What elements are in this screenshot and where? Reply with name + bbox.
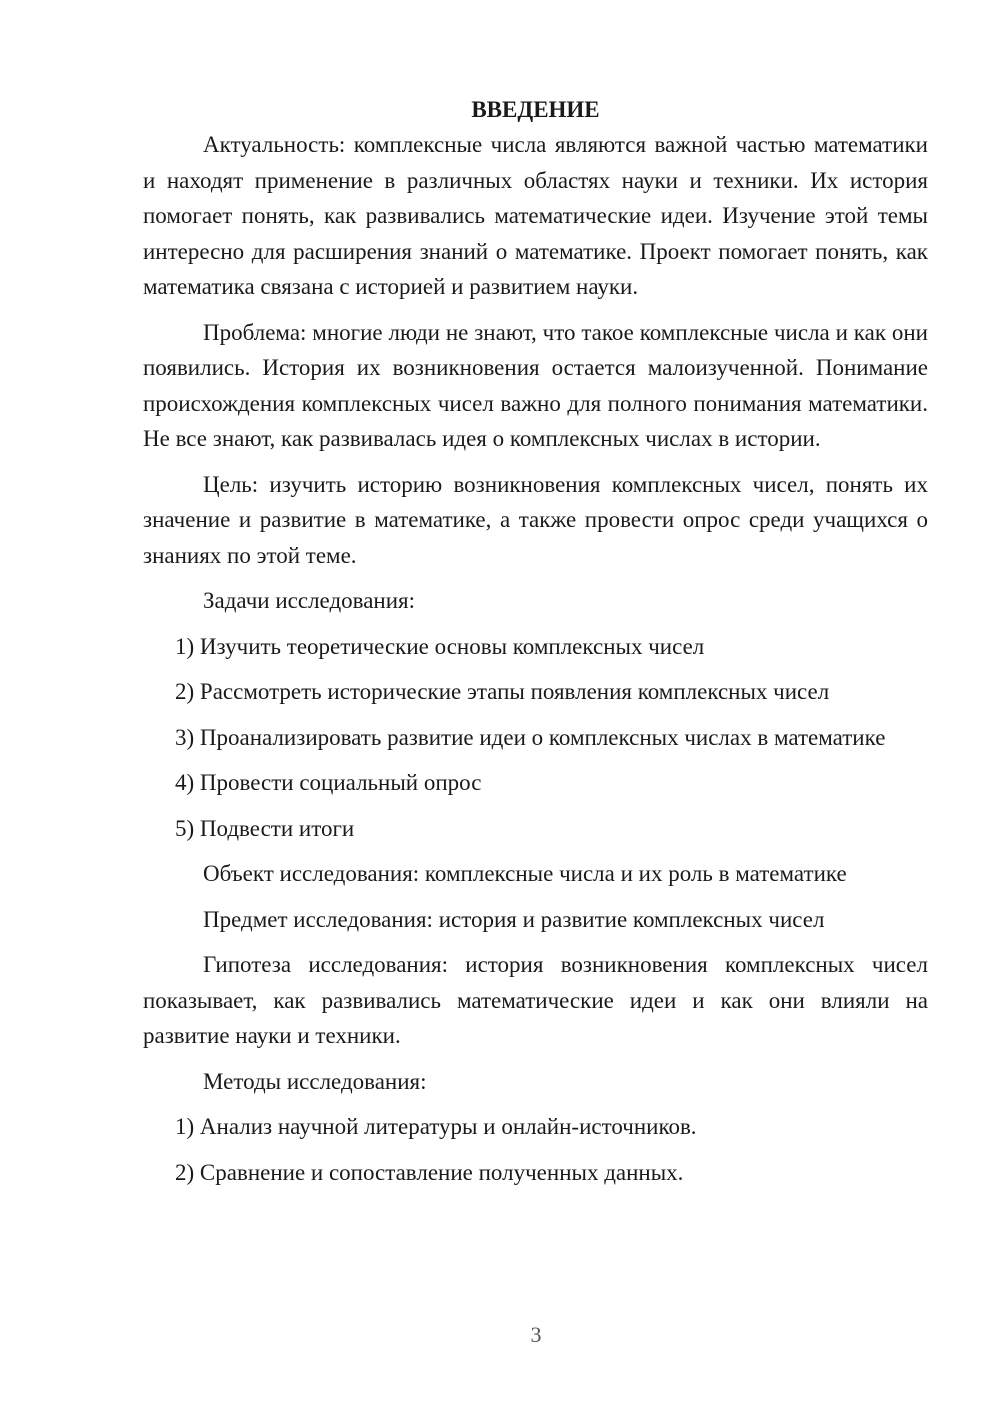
page-number: 3 <box>530 1322 542 1347</box>
task-item-2: 2) Рассмотреть исторические этапы появления комплексных чисел <box>175 679 830 704</box>
problem-paragraph: Проблема: многие люди не знают, что такое комплексные числа и как они появились. История их возникновения остается малоизученной. Понимание происхождения комплексных чисел важно для полного понимания математики. Не все знают, как развивалась идея о комплексных числах в истории. <box>143 319 928 451</box>
task-item-4: 4) Провести социальный опрос <box>175 770 482 795</box>
tasks-title: Задачи исследования: <box>203 588 416 613</box>
methods-title: Методы исследования: <box>203 1068 427 1094</box>
hypothesis-paragraph: Гипотеза исследования: история возникновения комплексных чисел показывает, как развивались математические идеи и как они влияли на развитие науки и техники. <box>143 952 928 1048</box>
subject-line: Предмет исследования: история и развитие комплексных чисел <box>203 906 825 932</box>
object-line: Объект исследования: комплексные числа и их роль в математике <box>203 861 847 886</box>
task-item-5: 5) Подвести итоги <box>175 815 355 841</box>
section-heading: ВВЕДЕНИЕ <box>471 97 600 122</box>
relevance-paragraph: Актуальность: комплексные числа являются важной частью математики и находят применение в различных областях науки и техники. Их история помогает понять, как развивались математические идеи. Изучение этой темы интересно для расширения знаний о математике. Проект помогает понять, как математика связана с историей и развитием науки. <box>143 132 928 299</box>
method-item-1: 1) Анализ научной литературы и онлайн-источников. <box>175 1114 697 1139</box>
task-item-1: 1) Изучить теоретические основы комплексных чисел <box>175 633 705 659</box>
goal-paragraph: Цель: изучить историю возникновения комплексных чисел, понять их значение и развитие в математике, а также провести опрос среди учащихся о знаниях по этой теме. <box>143 471 928 568</box>
task-item-3: 3) Проанализировать развитие идеи о комплексных числах в математике <box>175 724 886 750</box>
method-item-2: 2) Сравнение и сопоставление полученных данных. <box>175 1159 684 1185</box>
page-content <box>143 92 928 1190</box>
